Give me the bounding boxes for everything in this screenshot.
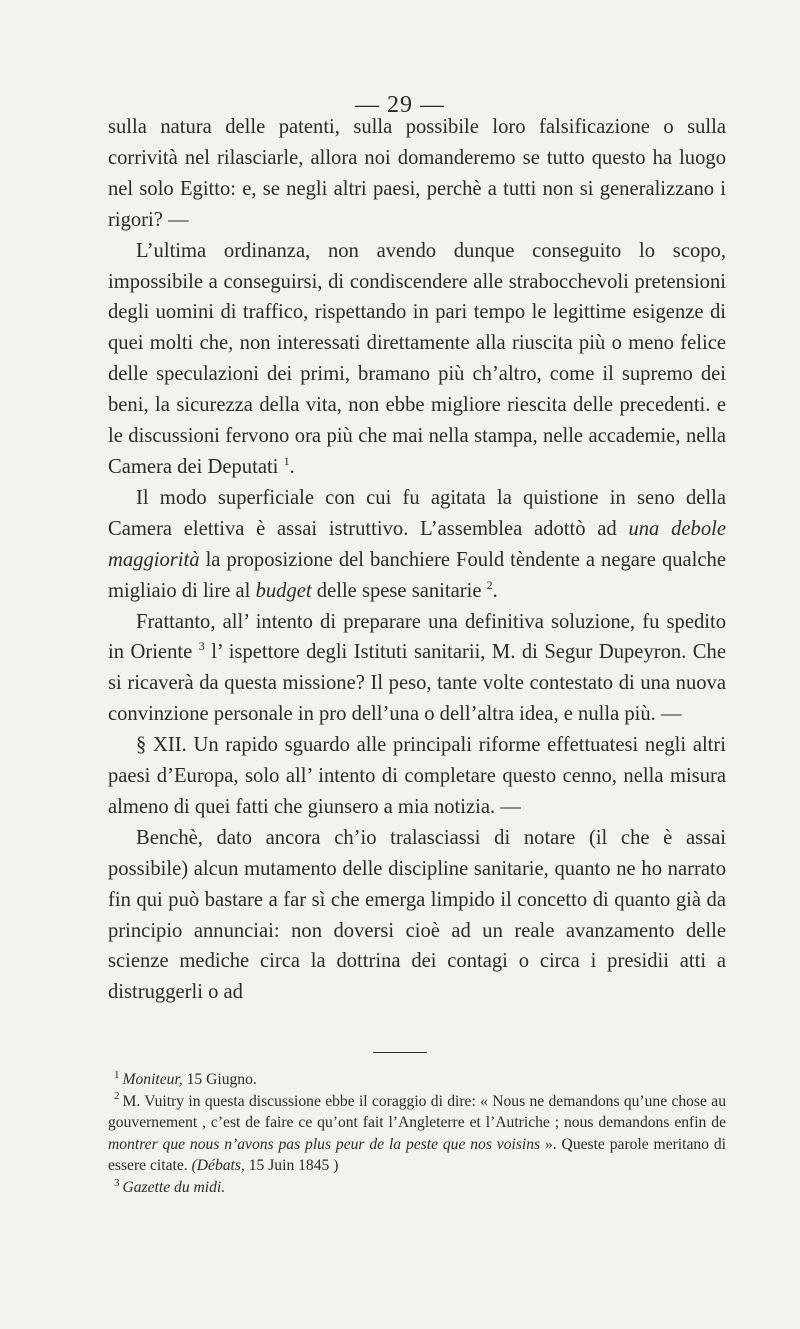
footnote-text: M. Vuitry in questa discussione ebbe il coraggio di dire: « Nous ne demandons qu’une chose au gouvernement , c’est de faire ce qu’ont fait l’Angleterre et l’Autriche ; nous demandons enfin de — [108, 1092, 726, 1132]
section-paragraph — [108, 730, 726, 823]
footnote-source: Moniteur, — [122, 1071, 183, 1088]
footnote-divider — [373, 1052, 427, 1053]
footnote-source: (Débats, — [191, 1157, 245, 1175]
paragraph-text: l’ ispettore degli Istituti sanitarii, M. di Segur Dupeyron. Che si ricaverà da questa missione? Il peso, tante volte contestato di una nuova convinzione personale in pro dell’una o dell’altra idea, e nulla più. — — [108, 641, 726, 726]
footnote-text: 15 Juin 1845 ) — [248, 1157, 339, 1175]
paragraph-text: L’ultima ordinanza, non avendo dunque conseguito lo scopo, impossibile a conseguirsi, di condiscendere alle strabocchevoli pretensioni degli uomini di traffico, rispettando in pari tempo le legittime esigenze di quei molti che, non interessati direttamente alla riuscita più o meno felice delle speculazioni dei primi, bramano più ch’altro, come il supremo dei beni, la sicurezza della vita, non ebbe migliore riescita delle precedenti. e le discussioni fervono ora più che mai nella stampa, nelle accademie, nella Camera dei Deputati — [108, 239, 726, 478]
paragraph-text: . — [289, 455, 295, 478]
paragraph-text: sulla natura delle patenti, sulla possibile loro falsificazione o sulla corrività nel rilasciarle, allora noi domanderemo se tutto questo ha luogo nel solo Egitto: e, se negli altri paesi, perchè a tutti non si generalizzano i rigori? — — [108, 116, 726, 231]
paragraph-text: la proposizione del banchiere Fould tèndente a negare qualche migliaio di lire al — [108, 548, 726, 602]
paragraph-text: Benchè, dato ancora ch’io tralasciassi di notare (il che è assai possibile) alcun mutamento delle discipline sanitarie, quanto ne ho narrato fin qui può bastare a far sì che emerga limpido il concetto di quanto già da principio annunciai: non doversi cioè ad un reale avanzamento delle scienze mediche circa la dottrina dei contagi o circa i presidii atti a distruggerli o ad — [108, 826, 726, 1004]
footnote-number: 1 — [114, 1068, 120, 1081]
footnote-source: Gazette du midi. — [122, 1178, 226, 1196]
paragraph-text: § XII. Un rapido sguardo alle principali riforme effettuatesi negli altri paesi d’Europa, solo all’ intento di completare questo cenno, nella misura almeno di quei fatti che giunsero a mia notizia. — — [108, 734, 726, 818]
footnote — [108, 1091, 726, 1177]
emphasis-text: una debole maggiorità — [108, 517, 726, 571]
paragraph-text: Il modo superficiale con cui fu agitata la quistione in seno della Camera elettiva è assai istruttivo. L’assemblea adottò ad — [108, 486, 726, 540]
footnote-ref: 1 — [283, 454, 290, 469]
footnote-number: 2 — [114, 1090, 120, 1103]
paragraph-text: delle spese sanitarie — [316, 579, 482, 602]
paragraph — [108, 823, 726, 1008]
footnote — [108, 1069, 726, 1091]
page-number: — 29 — — [355, 92, 445, 118]
footnotes — [108, 1069, 726, 1199]
paragraph-text: . — [492, 579, 498, 602]
footnote-text: ». Queste parole meritano di essere citate. — [108, 1135, 726, 1175]
emphasis-text: budget — [255, 579, 312, 602]
paragraph — [108, 112, 726, 236]
footnote — [108, 1177, 726, 1199]
paragraph — [108, 483, 726, 607]
footnote-ref: 2 — [486, 577, 493, 592]
footnote-text: 15 Giugno. — [186, 1071, 257, 1088]
footnote-emphasis: montrer que nous n’avons pas plus peur de la peste que nos voisins — [108, 1135, 541, 1153]
footnote-number: 3 — [114, 1176, 120, 1189]
paragraph — [108, 607, 726, 731]
main-text — [108, 112, 726, 1008]
footnote-ref: 3 — [198, 639, 205, 654]
paragraph — [108, 236, 726, 483]
paragraph-text: Frattanto, all’ intento di preparare una definitiva soluzione, fu spedito in Oriente — [108, 610, 726, 664]
